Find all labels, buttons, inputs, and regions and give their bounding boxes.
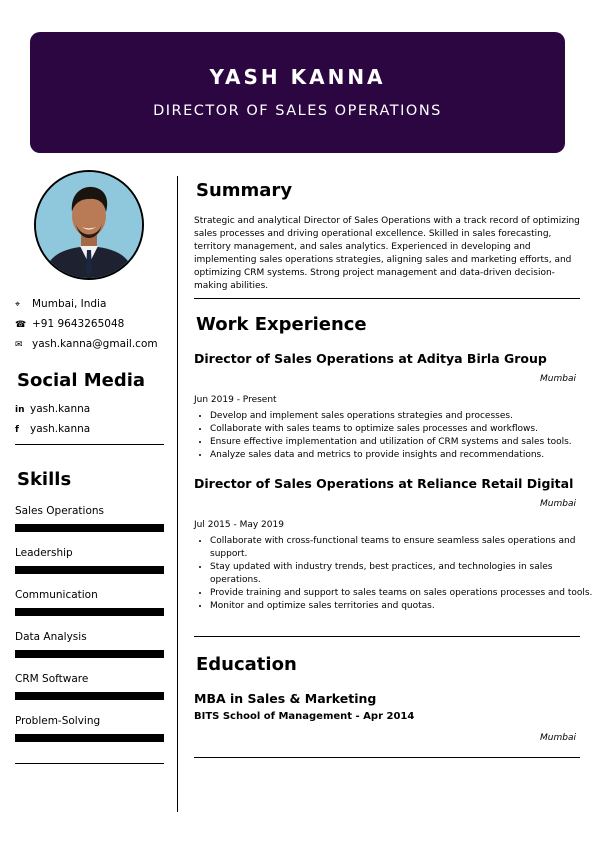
experience-heading: Work Experience <box>196 314 367 335</box>
skill-bar-fill <box>15 692 164 700</box>
profile-photo <box>34 170 144 280</box>
linkedin-text[interactable]: yash.kanna <box>30 403 91 415</box>
social-linkedin[interactable] <box>15 403 90 415</box>
list-item: • Monitor and optimize sales territories and quotas. <box>210 600 595 613</box>
skill-bar-fill <box>15 566 164 574</box>
social-heading: Social Media <box>17 370 146 391</box>
job-dates: Jul 2015 - May 2019 <box>194 520 284 530</box>
list-item: • Develop and implement sales operations strategies and processes. <box>210 410 595 423</box>
person-portrait-icon <box>36 172 142 278</box>
summary-divider <box>194 298 580 299</box>
list-item: • Collaborate with cross-functional teams to ensure seamless sales operations and support. <box>210 535 595 561</box>
skill-label: Problem-Solving <box>15 715 101 727</box>
facebook-icon: f <box>15 425 19 435</box>
education-divider <box>194 757 580 758</box>
job-bullets <box>194 535 595 613</box>
job-location: Mumbai <box>540 374 576 384</box>
skill-label: Communication <box>15 589 98 601</box>
education-degree: MBA in Sales & Marketing <box>194 691 377 706</box>
skill-bar <box>15 566 164 574</box>
location-text: Mumbai, India <box>32 298 107 310</box>
job-bullets <box>194 410 595 462</box>
skill-bar <box>15 650 164 658</box>
list-item: • Stay updated with industry trends, best practices, and technologies in sales operations. <box>210 561 595 587</box>
candidate-title: DIRECTOR OF SALES OPERATIONS <box>153 103 442 119</box>
list-item: • Ensure effective implementation and utilization of CRM systems and sales tools. <box>210 436 595 449</box>
email-text[interactable]: yash.kanna@gmail.com <box>32 338 158 350</box>
experience-divider <box>194 636 580 637</box>
candidate-name: YASH KANNA <box>209 65 386 89</box>
skill-bar <box>15 608 164 616</box>
list-item: • Analyze sales data and metrics to provide insights and recommendations. <box>210 449 595 462</box>
summary-text: Strategic and analytical Director of Sales Operations with a track record of optimizing sales processes and driving operational excellence. Skilled in sales forecasting, territory management, and sales analytics. Experienced in developing and implementing sales operations strategies, aligning sales and marketing efforts, and optimizing CRM systems. Strong project management and data-driven decision-making abilities. <box>194 216 580 291</box>
location-icon: ⌖ <box>15 300 21 310</box>
skill-label: Sales Operations <box>15 505 105 517</box>
contact-phone <box>15 318 124 330</box>
contact-email[interactable] <box>15 338 158 350</box>
job-title: Director of Sales Operations at Reliance Retail Digital <box>194 476 574 491</box>
skill-bar <box>15 692 164 700</box>
skill-label: Leadership <box>15 547 73 559</box>
skill-bar-fill <box>15 608 164 616</box>
summary-heading: Summary <box>196 180 293 201</box>
facebook-text[interactable]: yash.kanna <box>30 423 91 435</box>
linkedin-icon: in <box>15 405 25 415</box>
education-school: BITS School of Management - Apr 2014 <box>194 711 415 722</box>
job-location: Mumbai <box>540 499 576 509</box>
skills-heading: Skills <box>17 469 72 490</box>
job-title: Director of Sales Operations at Aditya Birla Group <box>194 351 547 366</box>
contact-location <box>15 298 106 310</box>
skills-divider <box>15 763 164 764</box>
job-dates: Jun 2019 - Present <box>194 395 277 405</box>
education-location: Mumbai <box>540 733 576 743</box>
social-facebook[interactable] <box>15 423 90 435</box>
skill-bar-fill <box>15 650 164 658</box>
list-item: • Provide training and support to sales teams on sales operations processes and tools. <box>210 587 595 600</box>
social-divider <box>15 444 164 445</box>
skill-bar <box>15 734 164 742</box>
phone-text: +91 9643265048 <box>32 318 125 330</box>
skill-label: CRM Software <box>15 673 89 685</box>
education-heading: Education <box>196 654 297 675</box>
skill-bar-fill <box>15 734 164 742</box>
skill-label: Data Analysis <box>15 631 87 643</box>
list-item: • Collaborate with sales teams to optimize sales processes and workflows. <box>210 423 595 436</box>
email-icon: ✉ <box>15 340 23 350</box>
skill-bar <box>15 524 164 532</box>
skill-bar-fill <box>15 524 164 532</box>
phone-icon: ☎ <box>15 320 27 330</box>
column-divider <box>177 176 178 812</box>
header-banner <box>30 32 565 153</box>
